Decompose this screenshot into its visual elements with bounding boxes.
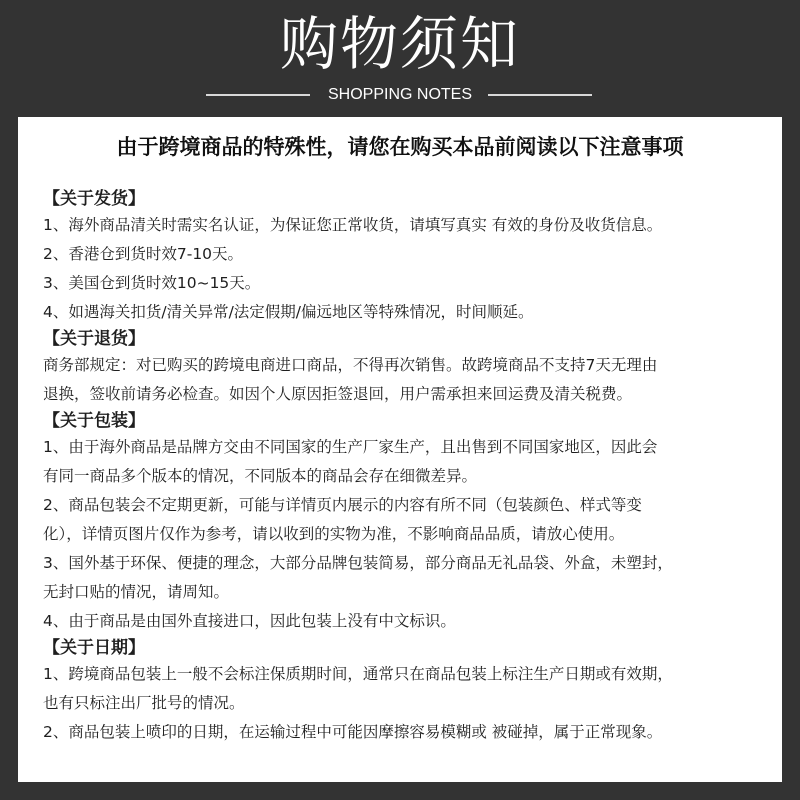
subtitle-divider-left [206,94,310,96]
section-line: 4、由于商品是由国外直接进口，因此包装上没有中文标识。 [43,612,456,630]
section-line: 2、商品包装会不定期更新，可能与详情页内展示的内容有所不同（包装颜色、样式等变 [43,496,642,514]
page-subtitle: SHOPPING NOTES [327,86,473,103]
notice-heading: 由于跨境商品的特殊性，请您在购买本品前阅读以下注意事项 [116,135,684,159]
section-title-shipping: 【关于发货】 [43,189,145,209]
section-title-returns: 【关于退货】 [43,329,145,349]
page-title: 购物须知 [279,10,520,78]
subtitle-row [0,84,800,106]
section-line: 2、香港仓到货时效7-10天。 [43,245,244,263]
section-title-packaging: 【关于包装】 [43,411,145,431]
section-shipping [43,187,777,327]
section-line: 化），详情页图片仅作为参考，请以收到的实物为准，不影响商品品质，请放心使用。 [43,525,625,543]
notes-card [18,117,782,782]
section-line: 也有只标注出厂批号的情况。 [43,694,245,712]
subtitle-divider-right [488,94,592,96]
section-line: 3、美国仓到货时效10~15天。 [43,274,261,292]
section-line: 1、海外商品清关时需实名认证，为保证您正常收货，请填写真实 有效的身份及收货信息。 [43,216,663,234]
section-line: 4、如遇海关扣货/清关异常/法定假期/偏远地区等特殊情况，时间顺延。 [43,303,534,321]
page-header [0,0,800,117]
section-line: 退换，签收前请务必检查。如因个人原因拒签退回，用户需承担来回运费及清关税费。 [43,385,633,403]
section-line: 1、跨境商品包装上一般不会标注保质期时间，通常只在商品包装上标注生产日期或有效期， [43,665,673,683]
section-returns [43,327,777,409]
section-line: 1、由于海外商品是品牌方交由不同国家的生产厂家生产，且出售到不同国家地区，因此会 [43,438,658,456]
section-line: 2、商品包装上喷印的日期，在运输过程中可能因摩擦容易模糊或 被碰掉，属于正常现象。 [43,723,663,741]
section-dates [43,636,777,747]
section-title-dates: 【关于日期】 [43,638,145,658]
section-line: 无封口贴的情况，请周知。 [43,583,230,601]
notes-content [43,187,777,747]
section-line: 3、国外基于环保、便捷的理念，大部分品牌包装简易，部分商品无礼品袋、外盒，未塑封， [43,554,673,572]
section-line: 有同一商品多个版本的情况，不同版本的商品会存在细微差异。 [43,467,478,485]
section-packaging [43,409,777,636]
section-line: 商务部规定：对已购买的跨境电商进口商品，不得再次销售。故跨境商品不支持7天无理由 [43,356,658,374]
